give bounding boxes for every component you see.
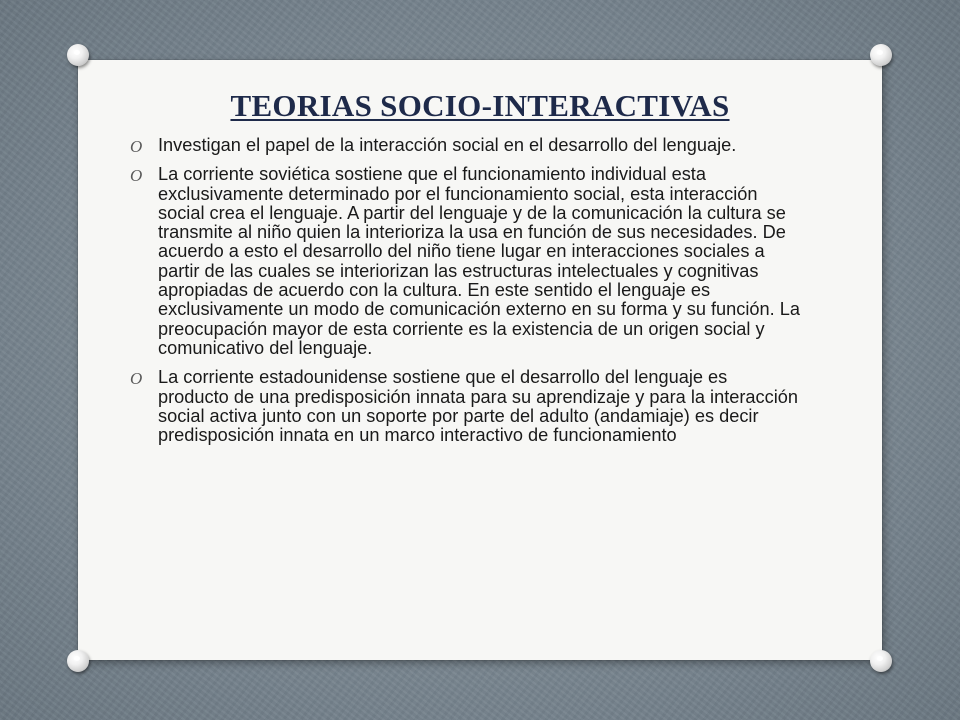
bullet-marker-icon: O [130,369,143,389]
bullet-list [130,136,800,455]
pushpin-icon [870,650,892,672]
bullet-item [130,136,800,155]
bullet-item [130,165,800,358]
slide-title-text: TEORIAS SOCIO-INTERACTIVAS [230,88,730,123]
bullet-marker-icon: O [130,166,143,186]
bullet-marker-icon: O [130,137,143,156]
bullet-text: La corriente soviética sostiene que el funcionamiento individual esta exclusivamente determinado por el funcionamiento social, esta interacción social crea el lenguaje. A partir del lenguaje y de la comunicación la cultura se transmite al niño quien la interioriza la usa en función de sus necesidades. De acuerdo a esto el desarrollo del niño tiene lugar en interacciones sociales a partir de las cuales se interiorizan las estructuras intelectuales y cognitivas apropiadas de acuerdo con la cultura. En este sentido el lenguaje es exclusivamente un modo de comunicación externo en su forma y su función. La preocupación mayor de esta corriente es la existencia de un origen social y comunicativo del lenguaje. [158,164,800,358]
slide-title [0,88,960,124]
pushpin-icon [67,44,89,66]
pushpin-icon [67,650,89,672]
pushpin-icon [870,44,892,66]
bullet-text: La corriente estadounidense sostiene que el desarrollo del lenguaje es producto de una predisposición innata para su aprendizaje y para la interacción social activa junto con un soporte por parte del adulto (andamiaje) es decir predisposición innata en un marco interactivo de funcionamiento [158,367,799,446]
bullet-text: Investigan el papel de la interacción social en el desarrollo del lenguaje. [158,135,737,155]
bullet-item [130,368,800,445]
